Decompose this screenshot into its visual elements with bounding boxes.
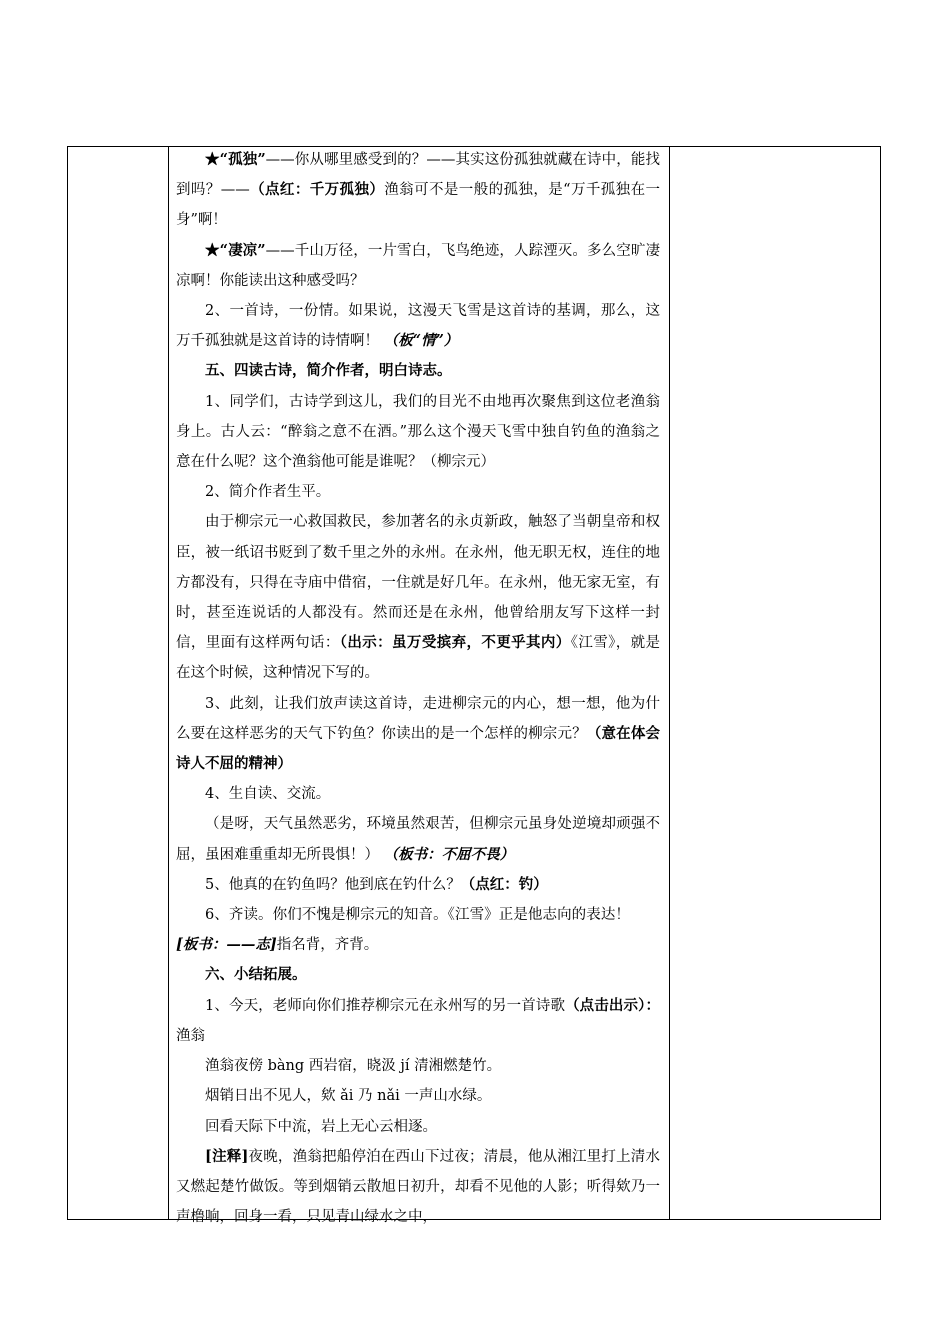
paragraph	[176, 900, 660, 960]
paragraph	[176, 991, 660, 1051]
emphasis-text: （点红：千万孤独）	[249, 181, 385, 199]
body-text: 3、此刻，让我们放声读这首诗，走进柳宗元的内心，想一想，他为什么要在这样恶劣的天气下钓鱼？你读出的是一个怎样的柳宗元？	[176, 695, 660, 742]
emphasis-text: ★“孤独”	[205, 151, 266, 168]
body-text: 渔翁夜傍 bàng 西岩宿，晓汲 jí 清湘燃楚竹。	[205, 1058, 502, 1075]
emphasis-text: （意在体会诗人不屈的精神）	[176, 724, 660, 773]
emphasis-text: 五、四读古诗，简介作者，明白诗志。	[205, 362, 452, 380]
paragraph	[176, 507, 660, 688]
body-text: 5、他真的在钓鱼吗？他到底在钓什么？	[205, 876, 461, 893]
body-text: 4、生自读、交流。	[205, 786, 331, 803]
emphasis-text: [注释]	[205, 1147, 249, 1165]
paragraph	[176, 1051, 660, 1081]
body-text: 渔翁可不是一般的孤独，是“万千孤独在一身”啊！	[176, 182, 660, 229]
paragraph	[176, 809, 660, 869]
body-text: 6、齐读。你们不愧是柳宗元的知音。《江雪》正是他志向的表达！	[205, 907, 630, 924]
body-text: 指名背，齐背。	[276, 937, 379, 954]
column-divider-2	[669, 146, 670, 1220]
body-text: 回看天际下中流，岩上无心云相逐。	[205, 1118, 437, 1135]
paragraph	[176, 145, 660, 236]
paragraph	[176, 1142, 660, 1233]
body-text: 夜晚，渔翁把船停泊在西山下过夜；清晨，他从湘江里打上清水又燃起楚竹做饭。等到烟销云散旭日初升，却看不见他的人影；听得欸乃一声橹响，回身一看，只见青山绿水之中，	[176, 1148, 660, 1226]
board-note: [板书：——志]	[176, 936, 277, 954]
paragraph	[176, 1081, 660, 1111]
paragraph	[176, 1112, 660, 1142]
board-note: （板书：不屈不畏）	[383, 845, 515, 863]
emphasis-text: （出示：虽万受摈弃，不更乎其内）	[339, 634, 571, 652]
body-text: （是呀，天气虽然恶劣，环境虽然艰苦，但柳宗元虽身处逆境却顽强不屈，虽困难重重却无所畏惧！）	[176, 816, 660, 863]
paragraph	[176, 387, 660, 478]
body-text: ——千山万径，一片雪白，飞鸟绝迹，人踪湮灭。多么空旷凄凉啊！你能读出这种感受吗？	[176, 242, 660, 289]
paragraph	[176, 689, 660, 780]
body-text: ——你从哪里感受到的？——其实这份孤独就藏在诗中，能找到吗？——	[176, 152, 660, 199]
lesson-plan-text	[176, 145, 660, 1232]
paragraph	[176, 356, 660, 386]
emphasis-text: ★“凄凉”	[205, 241, 266, 259]
table-right-border	[880, 146, 881, 1220]
paragraph	[176, 779, 660, 809]
body-text: 烟销日出不见人，欸 ǎi 乃 nǎi 一声山水绿。	[205, 1088, 492, 1105]
body-text: 1、同学们，古诗学到这儿，我们的目光不由地再次聚焦到这位老渔翁身上。古人云：“醉翁之意不在酒。”那么这个漫天飞雪中独自钓鱼的渔翁之意在什么呢？这个渔翁他可能是谁呢？（柳宗元）	[176, 393, 660, 471]
paragraph	[176, 296, 660, 356]
body-text: 2、一首诗，一份情。如果说，这漫天飞雪是这首诗的基调，那么，这万千孤独就是这首诗的诗情啊！	[176, 303, 660, 350]
body-text: 渔翁	[176, 1027, 205, 1044]
paragraph	[176, 477, 660, 507]
paragraph	[176, 236, 660, 296]
emphasis-text: （点红：钓）	[460, 875, 548, 893]
paragraph	[176, 870, 660, 900]
paragraph	[176, 960, 660, 990]
body-text: 2、简介作者生平。	[205, 484, 331, 501]
board-note: （板“情”）	[383, 332, 459, 350]
body-text: 1、今天，老师向你们推荐柳宗元在永州写的另一首诗歌	[205, 997, 566, 1014]
table-left-border	[67, 146, 68, 1220]
emphasis-text: （点击出示）：	[565, 996, 660, 1014]
column-divider-1	[168, 146, 169, 1220]
body-text: 《江雪》，就是在这个时候，这种情况下写的。	[176, 635, 661, 682]
body-text: 由于柳宗元一心救国救民，参加著名的永贞新政，触怒了当朝皇帝和权臣，被一纸诏书贬到了数千里之外的永州。在永州，他无职无权，连住的地方都没有，只得在寺庙中借宿，一住就是好几年。在永州，他无家无室，有时，甚至连说话的人都没有。然而还是在永州，他曾给朋友写下这样一封信，里面有这样两句话：	[176, 514, 660, 652]
emphasis-text: 六、小结拓展。	[205, 966, 307, 984]
